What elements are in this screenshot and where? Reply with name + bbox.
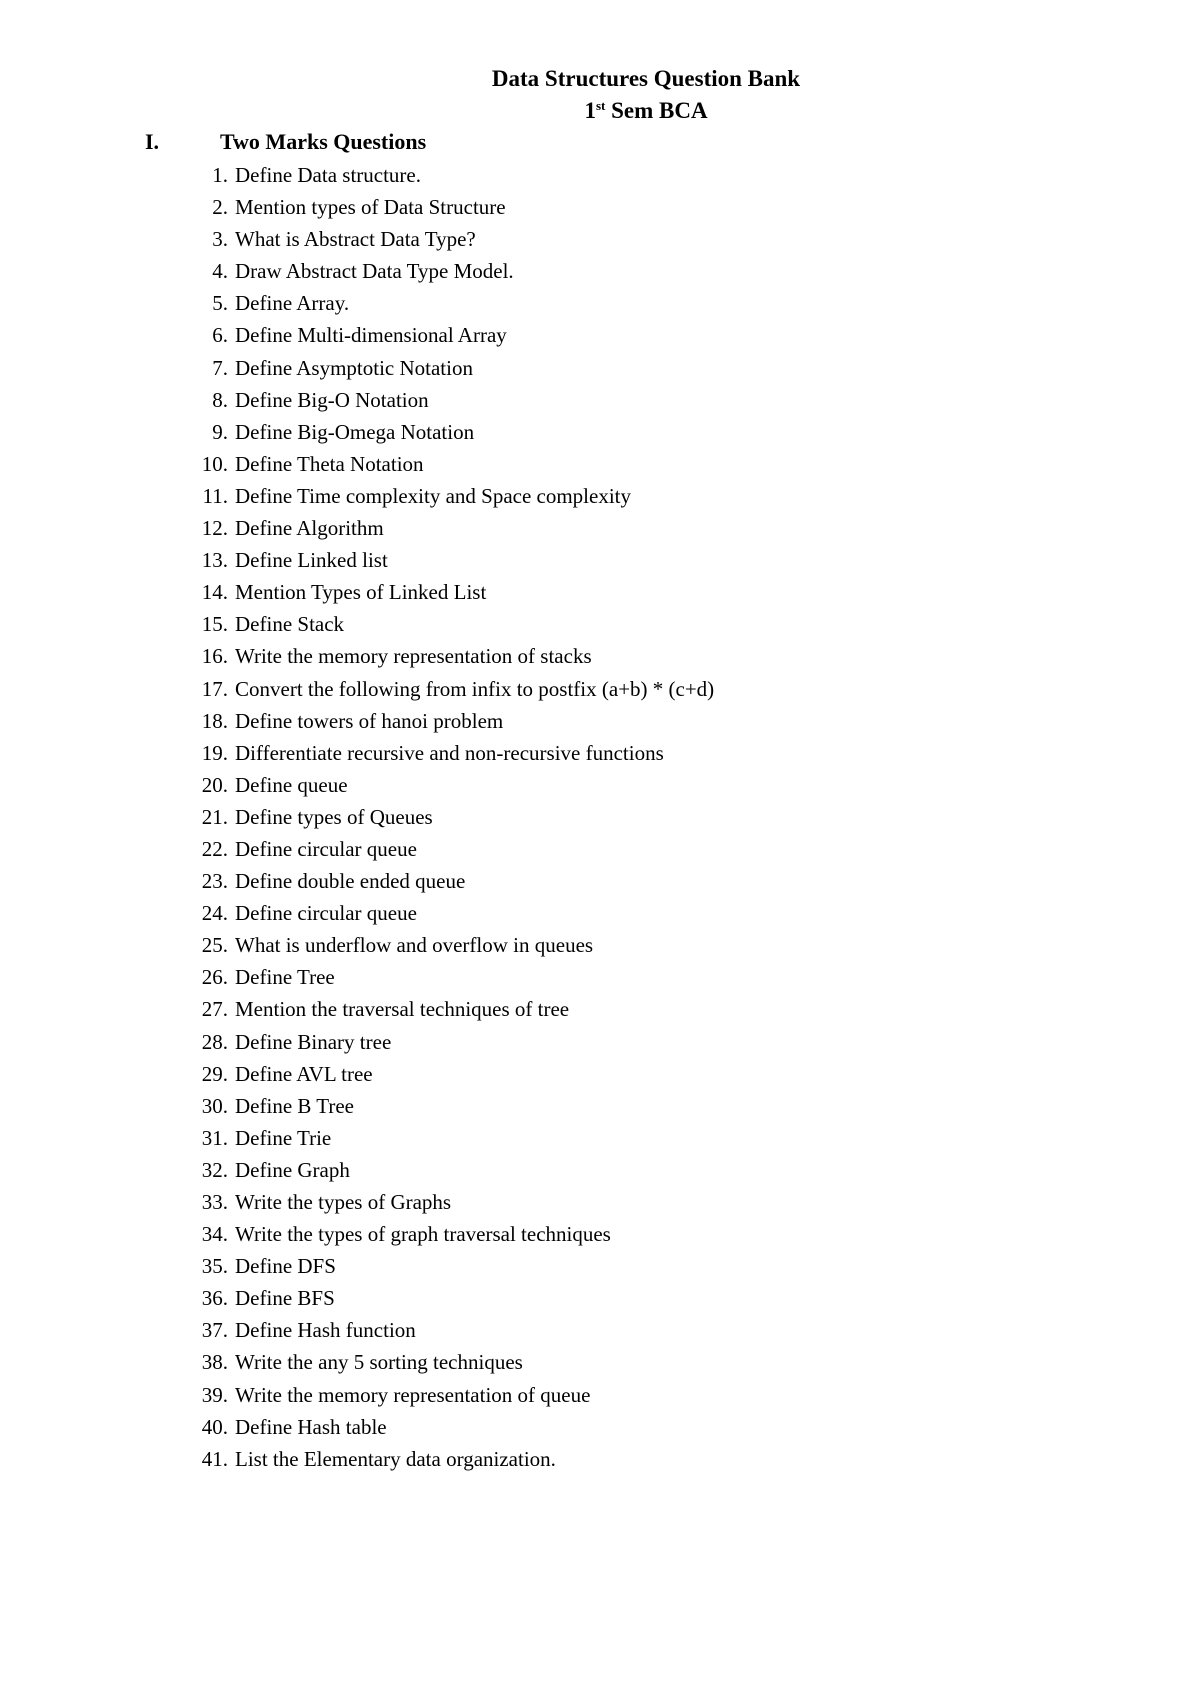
question-item — [186, 1218, 714, 1250]
question-number: 26. — [201, 965, 228, 990]
question-number: 32. — [201, 1157, 228, 1182]
question-text: Mention types of Data Structure — [235, 195, 506, 220]
question-text: List the Elementary data organization. — [235, 1446, 556, 1471]
question-item — [186, 1346, 714, 1378]
question-item — [186, 865, 714, 897]
question-item — [186, 1411, 714, 1443]
question-text: Define types of Queues — [235, 804, 433, 829]
question-number: 2. — [212, 195, 228, 220]
question-text: Define AVL tree — [235, 1061, 373, 1086]
question-item — [186, 1122, 714, 1154]
question-text: Mention Types of Linked List — [235, 580, 487, 605]
question-item — [186, 319, 714, 351]
question-text: Define Asymptotic Notation — [235, 355, 473, 380]
question-text: Define Graph — [235, 1157, 350, 1182]
question-text: Define Theta Notation — [235, 451, 424, 476]
question-number: 6. — [212, 323, 228, 348]
question-number: 4. — [212, 259, 228, 284]
question-text: Define Big-O Notation — [235, 387, 429, 412]
question-number: 34. — [201, 1222, 228, 1247]
document-title: Data Structures Question Bank — [491, 66, 801, 91]
question-number: 9. — [212, 419, 228, 444]
question-item — [186, 1379, 714, 1411]
question-number: 22. — [201, 836, 228, 861]
question-item — [186, 608, 714, 640]
question-text: Define Array. — [235, 291, 350, 316]
question-number: 35. — [201, 1254, 228, 1279]
question-item — [186, 1186, 714, 1218]
question-item — [186, 223, 714, 255]
question-text: Define circular queue — [235, 836, 417, 861]
question-item — [186, 384, 714, 416]
question-number: 18. — [201, 708, 228, 733]
question-item — [186, 961, 714, 993]
question-number: 30. — [201, 1093, 228, 1118]
question-text: Define DFS — [235, 1254, 336, 1279]
question-item — [186, 1443, 714, 1475]
question-item — [186, 1026, 714, 1058]
question-text: Define Data structure. — [235, 163, 421, 187]
question-text: Define Tree — [235, 965, 335, 990]
question-number: 20. — [201, 772, 228, 797]
question-item — [186, 737, 714, 769]
subtitle-number: 1 — [584, 98, 596, 123]
subtitle-superscript: st — [595, 98, 606, 113]
question-number: 1. — [212, 163, 228, 187]
question-text: Define Algorithm — [235, 516, 384, 541]
question-text: Define Binary tree — [235, 1029, 392, 1054]
question-text: Define circular queue — [235, 901, 417, 926]
question-text: Define Trie — [235, 1125, 332, 1150]
question-number: 10. — [201, 451, 228, 476]
question-number: 15. — [201, 612, 228, 637]
question-item — [186, 544, 714, 576]
question-text: Define double ended queue — [235, 869, 466, 894]
question-text: Draw Abstract Data Type Model. — [235, 259, 514, 284]
section-title: Two Marks Questions — [220, 129, 427, 154]
question-number: 12. — [201, 516, 228, 541]
question-text: Define Stack — [235, 612, 345, 637]
question-item — [186, 1090, 714, 1122]
question-item — [186, 1058, 714, 1090]
question-number: 5. — [212, 291, 228, 316]
question-number: 17. — [201, 676, 228, 701]
question-number: 7. — [212, 355, 228, 380]
question-text: Define Multi-dimensional Array — [235, 323, 507, 348]
question-text: Write the types of graph traversal techniques — [235, 1222, 611, 1247]
question-item — [186, 993, 714, 1025]
question-item — [186, 576, 714, 608]
question-item — [186, 416, 714, 448]
question-number: 38. — [201, 1350, 228, 1375]
question-text: Define queue — [235, 772, 348, 797]
question-text: What is underflow and overflow in queues — [235, 933, 594, 958]
question-item — [186, 769, 714, 801]
question-item — [186, 287, 714, 319]
question-item — [186, 255, 714, 287]
question-item — [186, 159, 714, 191]
question-item — [186, 1282, 714, 1314]
question-text: Write the any 5 sorting techniques — [235, 1350, 523, 1375]
question-item — [186, 191, 714, 223]
question-text: Define Hash table — [235, 1414, 387, 1439]
question-number: 39. — [201, 1382, 228, 1407]
question-number: 8. — [212, 387, 228, 412]
question-number: 21. — [201, 804, 228, 829]
question-item — [186, 1250, 714, 1282]
question-number: 3. — [212, 227, 228, 252]
question-text: Write the types of Graphs — [235, 1190, 452, 1214]
question-number: 33. — [201, 1190, 228, 1214]
question-number: 16. — [201, 644, 228, 669]
question-text: Differentiate recursive and non-recursive functions — [235, 740, 664, 765]
question-item — [186, 512, 714, 544]
question-number: 25. — [201, 933, 228, 958]
question-number: 23. — [201, 869, 228, 894]
question-number: 28. — [201, 1029, 228, 1054]
question-number: 37. — [201, 1318, 228, 1343]
question-text: Write the memory representation of stacks — [235, 644, 592, 669]
question-text: Define Hash function — [235, 1318, 416, 1343]
question-list — [186, 159, 714, 1475]
question-text: Mention the traversal techniques of tree — [235, 997, 570, 1022]
question-number: 13. — [201, 548, 228, 573]
question-number: 24. — [201, 901, 228, 926]
question-number: 40. — [201, 1414, 228, 1439]
question-text: Define BFS — [235, 1286, 335, 1311]
question-text: Write the memory representation of queue — [235, 1382, 591, 1407]
question-item — [186, 1154, 714, 1186]
question-number: 41. — [201, 1446, 228, 1471]
question-number: 19. — [201, 740, 228, 765]
question-item — [186, 1314, 714, 1346]
question-text: Define Time complexity and Space complexity — [235, 483, 632, 508]
question-number: 29. — [201, 1061, 228, 1086]
question-text: Convert the following from infix to postfix (a+b) * (c+d) — [235, 676, 715, 701]
question-number: 11. — [202, 483, 228, 508]
question-item — [186, 705, 714, 737]
section-number: I. — [145, 129, 160, 154]
question-item — [186, 480, 714, 512]
question-item — [186, 448, 714, 480]
question-text: Define Big-Omega Notation — [235, 419, 475, 444]
question-item — [186, 640, 714, 672]
question-number: 27. — [201, 997, 228, 1022]
subtitle-rest: Sem BCA — [605, 98, 708, 123]
question-number: 31. — [201, 1125, 228, 1150]
question-text: Define Linked list — [235, 548, 388, 573]
question-item — [186, 833, 714, 865]
question-item — [186, 801, 714, 833]
document-subtitle — [96, 96, 1196, 126]
question-number: 36. — [201, 1286, 228, 1311]
question-text: Define B Tree — [235, 1093, 354, 1118]
question-text: Define towers of hanoi problem — [235, 708, 504, 733]
section-heading — [145, 127, 426, 157]
question-number: 14. — [201, 580, 228, 605]
question-item — [186, 673, 714, 705]
question-item — [186, 352, 714, 384]
question-item — [186, 897, 714, 929]
question-text: What is Abstract Data Type? — [235, 227, 476, 252]
question-item — [186, 929, 714, 961]
